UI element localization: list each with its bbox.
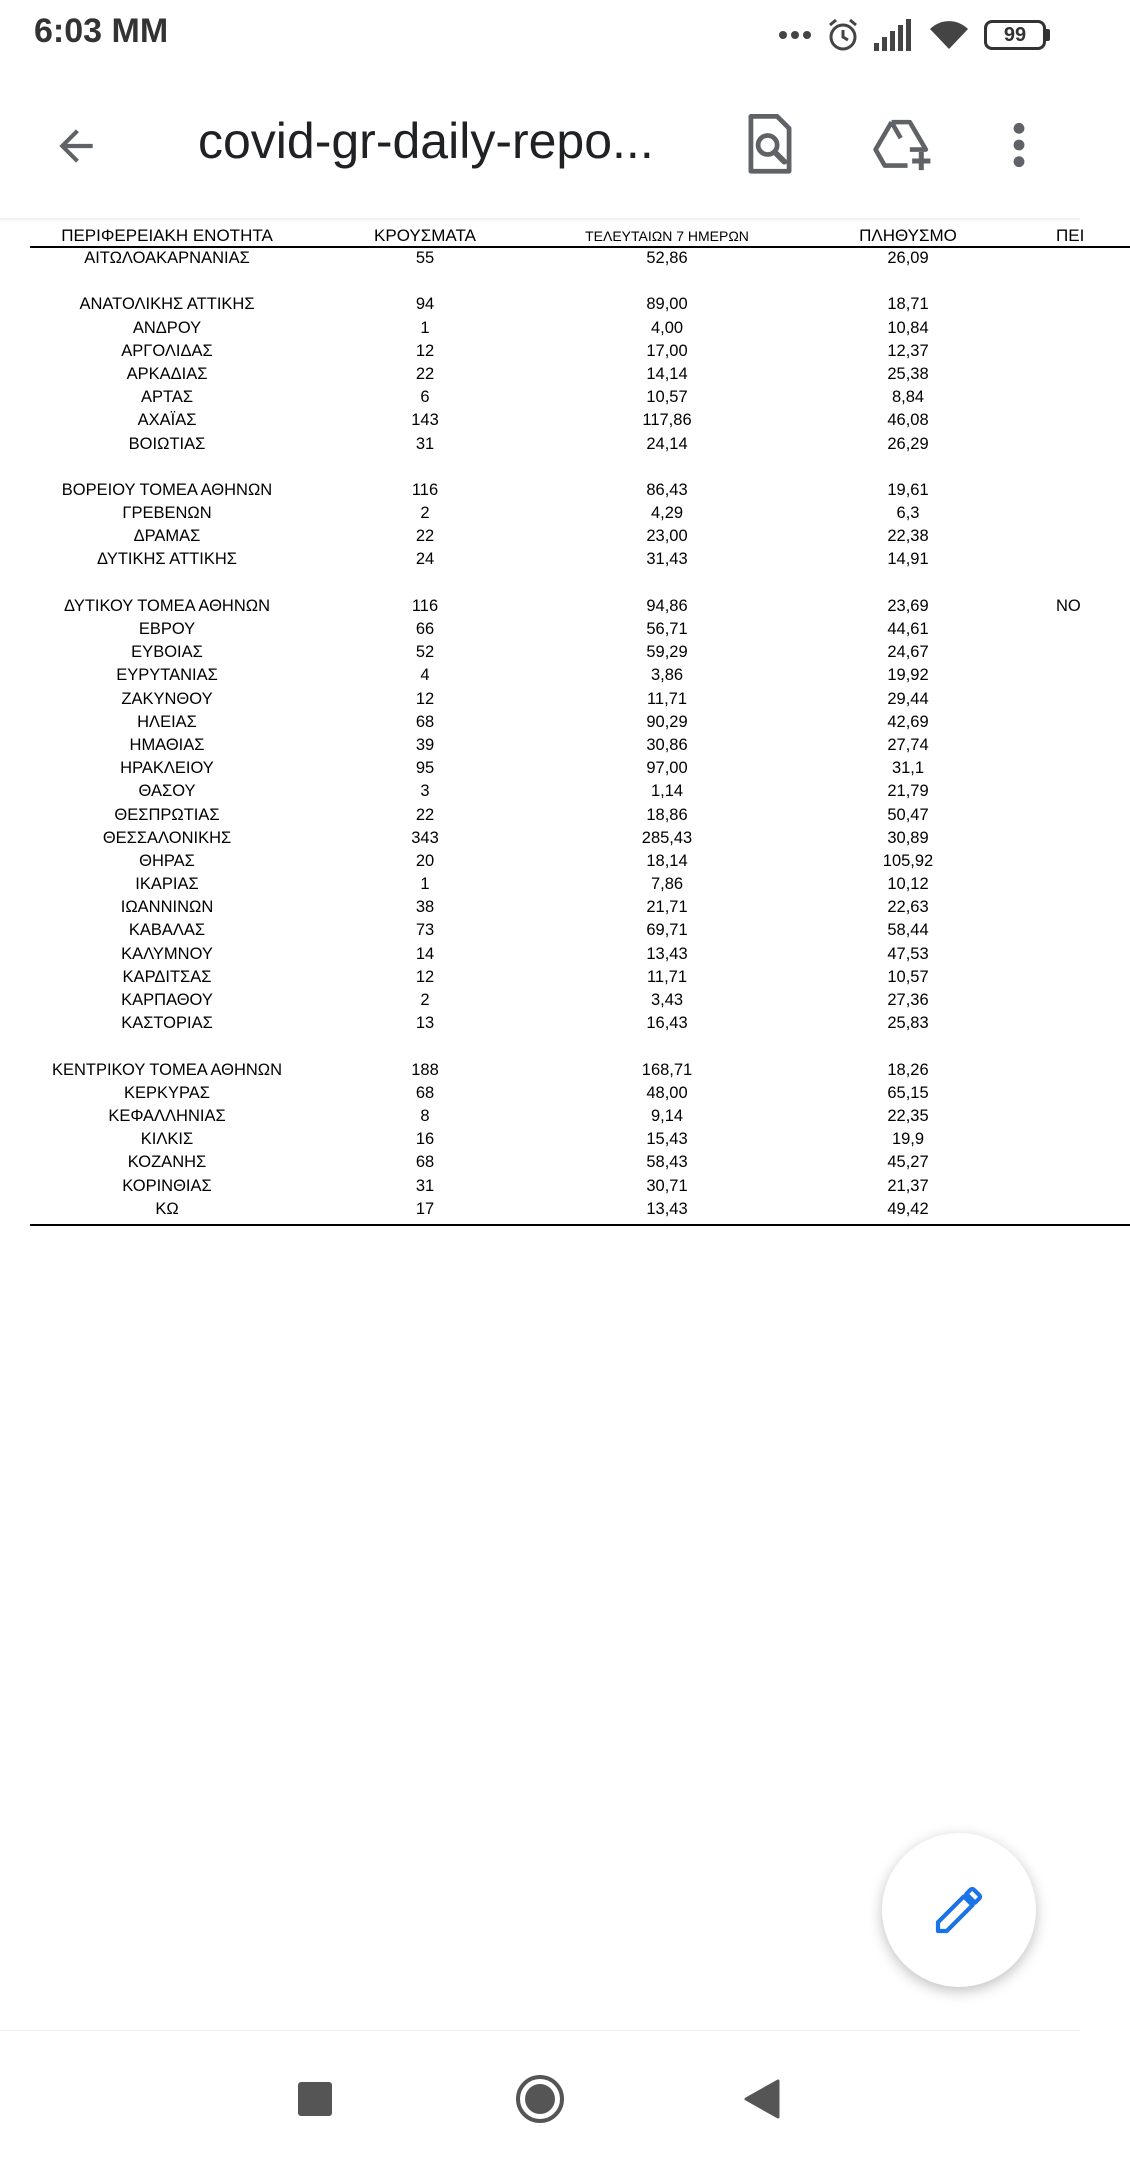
cell-last-7-days: 31,43 bbox=[646, 550, 688, 569]
recents-square-icon bbox=[298, 2082, 332, 2116]
cell-population: 18,71 bbox=[887, 295, 929, 314]
back-nav-button[interactable] bbox=[732, 2069, 792, 2129]
table-row bbox=[30, 920, 1130, 943]
cell-region: ΑΡΤΑΣ bbox=[140, 388, 194, 407]
table-row bbox=[30, 1083, 1130, 1106]
cell-cases: 22 bbox=[415, 805, 435, 824]
table-row bbox=[30, 410, 1130, 433]
cell-last-7-days: 13,43 bbox=[646, 1199, 688, 1218]
cell-cases: 188 bbox=[411, 1060, 439, 1079]
cell-population: 12,37 bbox=[887, 341, 929, 360]
cell-cases: 2 bbox=[420, 991, 430, 1009]
cell-cases: 31 bbox=[415, 1176, 435, 1195]
cell-population: 29,44 bbox=[887, 689, 929, 708]
cell-last-7-days: 24,14 bbox=[646, 434, 688, 453]
find-in-page-button[interactable] bbox=[735, 110, 805, 180]
cell-population: 21,79 bbox=[887, 782, 929, 801]
table-bottom-rule bbox=[30, 1224, 1130, 1226]
cell-region: ΔΥΤΙΚΗΣ ΑΤΤΙΚΗΣ bbox=[97, 550, 237, 569]
cell-cases: 14 bbox=[415, 944, 435, 963]
table-row bbox=[30, 758, 1130, 781]
cell-last-7-days: 9,14 bbox=[650, 1106, 684, 1125]
cell-population: 25,83 bbox=[887, 1014, 929, 1033]
cell-region: ΕΥΒΟΙΑΣ bbox=[131, 643, 203, 662]
cell-population: 25,38 bbox=[887, 364, 929, 383]
table-row bbox=[30, 526, 1130, 549]
cell-last-7-days: 21,71 bbox=[646, 898, 688, 917]
cell-cases: 1 bbox=[420, 875, 430, 894]
cell-region: ΚΩ bbox=[155, 1199, 179, 1218]
cell-last-7-days: 11,71 bbox=[646, 967, 688, 986]
recents-button[interactable] bbox=[285, 2069, 345, 2129]
battery-icon bbox=[984, 20, 1050, 50]
cell-region: ΒΟΡΕΙΟΥ ΤΟΜΕΑ ΑΘΗΝΩΝ bbox=[61, 480, 273, 499]
more-vert-icon bbox=[1009, 120, 1029, 170]
cell-population: 50,47 bbox=[887, 805, 929, 824]
cell-last-7-days: 11,71 bbox=[646, 689, 688, 708]
cell-region: ΙΚΑΡΙΑΣ bbox=[135, 875, 199, 894]
table-row bbox=[30, 944, 1130, 967]
cell-cases: 31 bbox=[415, 434, 435, 453]
table-row bbox=[30, 781, 1130, 804]
system-nav-bar bbox=[0, 2030, 1080, 2161]
table-row bbox=[30, 1013, 1130, 1036]
cell-cases: 143 bbox=[411, 411, 439, 430]
back-button[interactable] bbox=[46, 116, 106, 176]
cell-cases: 38 bbox=[415, 898, 435, 917]
edit-pencil-icon bbox=[931, 1882, 987, 1938]
document-title: covid-gr-daily-repo... bbox=[198, 113, 654, 169]
table-row bbox=[30, 549, 1130, 572]
home-circle-icon bbox=[514, 2073, 566, 2125]
add-to-drive-button[interactable] bbox=[868, 110, 938, 180]
cell-cases: 8 bbox=[420, 1106, 430, 1125]
cell-cases: 22 bbox=[415, 364, 435, 383]
table-header bbox=[30, 224, 1130, 248]
cell-region: ΚΕΦΑΛΛΗΝΙΑΣ bbox=[108, 1106, 226, 1125]
cell-last-7-days: 285,43 bbox=[641, 828, 693, 847]
cell-region: ΘΗΡΑΣ bbox=[139, 851, 195, 870]
cell-last-7-days: 90,29 bbox=[646, 712, 688, 731]
cell-region: ΔΥΤΙΚΟΥ ΤΟΜΕΑ ΑΘΗΝΩΝ bbox=[64, 596, 270, 615]
cell-region: ΖΑΚΥΝΘΟΥ bbox=[121, 689, 213, 708]
cell-last-7-days: 30,86 bbox=[646, 735, 688, 754]
header-region: ΠΕΡΙΦΕΡΕΙΑΚΗ ΕΝΟΤΗΤΑ bbox=[61, 226, 273, 245]
table-body bbox=[30, 248, 1130, 1222]
cell-population: 27,36 bbox=[887, 991, 929, 1009]
table-row bbox=[30, 503, 1130, 526]
table-row bbox=[30, 689, 1130, 712]
cell-population: 22,38 bbox=[887, 527, 929, 546]
cell-last-7-days: 89,00 bbox=[646, 295, 688, 314]
cell-region: ΚΑΛΥΜΝΟΥ bbox=[121, 944, 213, 963]
table-row bbox=[30, 874, 1130, 897]
cell-last-7-days: 15,43 bbox=[646, 1130, 688, 1149]
header-population: ΠΛΗΘΥΣΜΟ bbox=[859, 226, 957, 245]
cell-region: ΑΡΓΟΛΙΔΑΣ bbox=[121, 341, 213, 360]
status-bar bbox=[0, 0, 1080, 70]
more-options-button[interactable] bbox=[984, 110, 1054, 180]
table-row bbox=[30, 596, 1130, 619]
dots-icon bbox=[778, 29, 812, 41]
app-bar bbox=[0, 70, 1080, 215]
cell-population: 26,29 bbox=[887, 434, 929, 453]
header-cases: ΚΡΟΥΣΜΑΤΑ bbox=[374, 226, 476, 245]
cell-region: ΑΝΔΡΟΥ bbox=[132, 318, 202, 337]
cell-region: ΗΡΑΚΛΕΙΟΥ bbox=[120, 759, 214, 778]
cell-region: ΑΡΚΑΔΙΑΣ bbox=[126, 364, 208, 383]
cell-region: ΚΕΝΤΡΙΚΟΥ ΤΟΜΕΑ ΑΘΗΝΩΝ bbox=[51, 1060, 283, 1079]
battery-level: 99 bbox=[984, 20, 1046, 50]
cell-region: ΒΟΙΩΤΙΑΣ bbox=[128, 434, 206, 453]
cell-region: ΚΙΛΚΙΣ bbox=[140, 1130, 194, 1149]
status-time: 6:03 ΜΜ bbox=[34, 12, 169, 50]
table-row bbox=[30, 828, 1130, 851]
cell-cases: 68 bbox=[415, 1153, 435, 1172]
cell-region: ΚΑΡΔΙΤΣΑΣ bbox=[122, 967, 212, 986]
table-row bbox=[30, 735, 1130, 758]
table-row bbox=[30, 1176, 1130, 1199]
cell-region: ΑΧΑΪΑΣ bbox=[137, 411, 197, 430]
cell-last-7-days: 14,14 bbox=[646, 364, 688, 383]
cell-region: ΗΜΑΘΙΑΣ bbox=[129, 735, 205, 754]
cell-region: ΘΕΣΠΡΩΤΙΑΣ bbox=[114, 805, 220, 824]
cell-last-7-days: 86,43 bbox=[646, 480, 688, 499]
table-row bbox=[30, 364, 1130, 387]
cell-last-7-days: 17,00 bbox=[646, 341, 688, 360]
cell-population: 19,61 bbox=[887, 480, 929, 499]
table-row bbox=[30, 990, 1130, 1013]
table-row bbox=[30, 642, 1130, 665]
cell-region: ΚΑΒΑΛΑΣ bbox=[128, 921, 206, 940]
cell-cases: 12 bbox=[415, 967, 435, 986]
cell-population: 18,26 bbox=[887, 1060, 929, 1079]
cell-population: 46,08 bbox=[887, 411, 929, 430]
cell-population: 27,74 bbox=[887, 735, 929, 754]
cell-cases: 2 bbox=[420, 504, 430, 523]
cell-last-7-days: 56,71 bbox=[646, 620, 688, 638]
cell-cases: 52 bbox=[415, 643, 435, 662]
cell-last-7-days: 7,86 bbox=[650, 875, 684, 894]
table-row bbox=[30, 1199, 1130, 1222]
cell-population: 31,1 bbox=[891, 759, 925, 778]
cell-last-7-days: 3,86 bbox=[650, 666, 684, 685]
cell-population: 42,69 bbox=[887, 712, 929, 731]
cell-population: 10,84 bbox=[887, 318, 929, 337]
cell-cases: 95 bbox=[415, 759, 435, 778]
cell-cases: 68 bbox=[415, 712, 435, 731]
cell-cases: 68 bbox=[415, 1083, 435, 1102]
cell-population: 65,15 bbox=[887, 1083, 929, 1102]
cell-cases: 116 bbox=[411, 596, 439, 615]
cell-region: ΑΙΤΩΛΟΑΚΑΡΝΑΝΙΑΣ bbox=[84, 249, 250, 267]
table-row bbox=[30, 341, 1130, 364]
cell-cases: 6 bbox=[420, 388, 430, 407]
cell-last-7-days: 52,86 bbox=[646, 249, 688, 267]
back-arrow-icon bbox=[51, 121, 101, 171]
table-row bbox=[30, 387, 1130, 410]
cell-cases: 3 bbox=[420, 782, 430, 801]
cell-last-7-days: 48,00 bbox=[646, 1083, 688, 1102]
cell-population: 26,09 bbox=[887, 249, 929, 267]
cell-last-7-days: 3,43 bbox=[650, 991, 684, 1009]
cell-region: ΙΩΑΝΝΙΝΩΝ bbox=[120, 898, 214, 917]
cell-last-7-days: 59,29 bbox=[646, 643, 688, 662]
table-row bbox=[30, 294, 1130, 317]
cell-population: 45,27 bbox=[887, 1153, 929, 1172]
cell-cases: 12 bbox=[415, 341, 435, 360]
cell-cases: 73 bbox=[415, 921, 435, 940]
wifi-icon bbox=[928, 19, 970, 51]
cell-cases: 16 bbox=[415, 1130, 435, 1149]
cell-last-7-days: 58,43 bbox=[646, 1153, 688, 1172]
cell-population: 22,63 bbox=[887, 898, 929, 917]
table-row bbox=[30, 619, 1130, 642]
cell-region: ΔΡΑΜΑΣ bbox=[133, 527, 201, 546]
table-row bbox=[30, 434, 1130, 457]
cell-last-7-days: 4,00 bbox=[650, 318, 684, 337]
table-row bbox=[30, 712, 1130, 735]
cell-region: ΕΒΡΟΥ bbox=[138, 620, 196, 638]
data-table bbox=[30, 224, 1130, 1226]
cell-population: 24,67 bbox=[887, 643, 929, 662]
cell-last-7-days: 97,00 bbox=[646, 759, 688, 778]
cell-population: 10,57 bbox=[887, 967, 929, 986]
table-row bbox=[30, 1106, 1130, 1129]
cell-last-7-days: 69,71 bbox=[646, 921, 688, 940]
signal-icon bbox=[874, 19, 914, 51]
cell-region: ΚΑΣΤΟΡΙΑΣ bbox=[121, 1014, 213, 1033]
cell-extra: ΝΟ bbox=[1056, 596, 1081, 615]
cell-cases: 1 bbox=[420, 318, 430, 337]
cell-cases: 343 bbox=[411, 828, 439, 847]
cell-population: 22,35 bbox=[887, 1106, 929, 1125]
cell-last-7-days: 4,29 bbox=[650, 504, 684, 523]
cell-population: 105,92 bbox=[882, 851, 934, 870]
cell-population: 8,84 bbox=[891, 388, 925, 407]
alarm-icon bbox=[826, 17, 860, 53]
cell-region: ΗΛΕΙΑΣ bbox=[137, 712, 197, 731]
table-row bbox=[30, 805, 1130, 828]
document-view[interactable] bbox=[0, 218, 1085, 2028]
table-row bbox=[30, 318, 1130, 341]
cell-region: ΘΑΣΟΥ bbox=[138, 782, 196, 801]
cell-last-7-days: 168,71 bbox=[641, 1060, 693, 1079]
home-button[interactable] bbox=[510, 2069, 570, 2129]
cell-region: ΑΝΑΤΟΛΙΚΗΣ ΑΤΤΙΚΗΣ bbox=[79, 295, 255, 314]
table-row bbox=[30, 967, 1130, 990]
cell-cases: 24 bbox=[415, 550, 435, 569]
cell-cases: 20 bbox=[415, 851, 435, 870]
cell-cases: 94 bbox=[415, 295, 435, 314]
cell-population: 6,3 bbox=[896, 504, 920, 523]
cell-population: 14,91 bbox=[887, 550, 929, 569]
cell-cases: 12 bbox=[415, 689, 435, 708]
cell-population: 58,44 bbox=[887, 921, 929, 940]
add-to-drive-icon bbox=[871, 116, 935, 174]
cell-last-7-days: 18,86 bbox=[646, 805, 688, 824]
cell-last-7-days: 23,00 bbox=[646, 527, 688, 546]
cell-population: 21,37 bbox=[887, 1176, 929, 1195]
cell-cases: 22 bbox=[415, 527, 435, 546]
table-row bbox=[30, 1129, 1130, 1152]
header-last-7-days: ΤΕΛΕΥΤΑΙΩΝ 7 ΗΜΕΡΩΝ bbox=[585, 228, 749, 244]
table-row bbox=[30, 480, 1130, 503]
cell-population: 47,53 bbox=[887, 944, 929, 963]
header-extra: ΠΕΙ bbox=[1056, 226, 1085, 245]
cell-cases: 13 bbox=[415, 1014, 435, 1033]
cell-cases: 116 bbox=[411, 480, 439, 499]
cell-population: 30,89 bbox=[887, 828, 929, 847]
cell-population: 44,61 bbox=[887, 620, 929, 638]
cell-region: ΘΕΣΣΑΛΟΝΙΚΗΣ bbox=[102, 828, 232, 847]
cell-cases: 55 bbox=[415, 249, 435, 267]
cell-last-7-days: 94,86 bbox=[646, 596, 688, 615]
status-icons bbox=[778, 10, 1050, 60]
cell-last-7-days: 16,43 bbox=[646, 1014, 688, 1033]
cell-population: 49,42 bbox=[887, 1199, 929, 1218]
cell-cases: 17 bbox=[415, 1199, 435, 1218]
cell-last-7-days: 13,43 bbox=[646, 944, 688, 963]
find-in-page-icon bbox=[741, 114, 799, 176]
table-row bbox=[30, 665, 1130, 688]
cell-region: ΚΑΡΠΑΘΟΥ bbox=[121, 991, 213, 1009]
cell-cases: 4 bbox=[420, 666, 430, 685]
table-row bbox=[30, 1152, 1130, 1175]
table-row bbox=[30, 1060, 1130, 1083]
table-row bbox=[30, 248, 1130, 271]
table-row bbox=[30, 851, 1130, 874]
cell-population: 19,92 bbox=[887, 666, 929, 685]
cell-last-7-days: 30,71 bbox=[646, 1176, 688, 1195]
cell-region: ΚΟΖΑΝΗΣ bbox=[127, 1153, 207, 1172]
table-row bbox=[30, 897, 1130, 920]
cell-region: ΚΕΡΚΥΡΑΣ bbox=[123, 1083, 211, 1102]
cell-region: ΚΟΡΙΝΘΙΑΣ bbox=[122, 1176, 212, 1195]
cell-last-7-days: 18,14 bbox=[646, 851, 688, 870]
cell-region: ΕΥΡΥΤΑΝΙΑΣ bbox=[116, 666, 218, 685]
cell-last-7-days: 1,14 bbox=[650, 782, 684, 801]
cell-cases: 39 bbox=[415, 735, 435, 754]
cell-cases: 66 bbox=[415, 620, 435, 638]
cell-population: 23,69 bbox=[887, 596, 929, 615]
cell-last-7-days: 117,86 bbox=[642, 411, 692, 430]
edit-fab[interactable] bbox=[882, 1833, 1036, 1987]
cell-population: 19,9 bbox=[891, 1130, 925, 1149]
cell-region: ΓΡΕΒΕΝΩΝ bbox=[122, 504, 212, 523]
back-triangle-icon bbox=[744, 2079, 780, 2119]
cell-last-7-days: 10,57 bbox=[646, 388, 688, 407]
cell-population: 10,12 bbox=[887, 875, 929, 894]
